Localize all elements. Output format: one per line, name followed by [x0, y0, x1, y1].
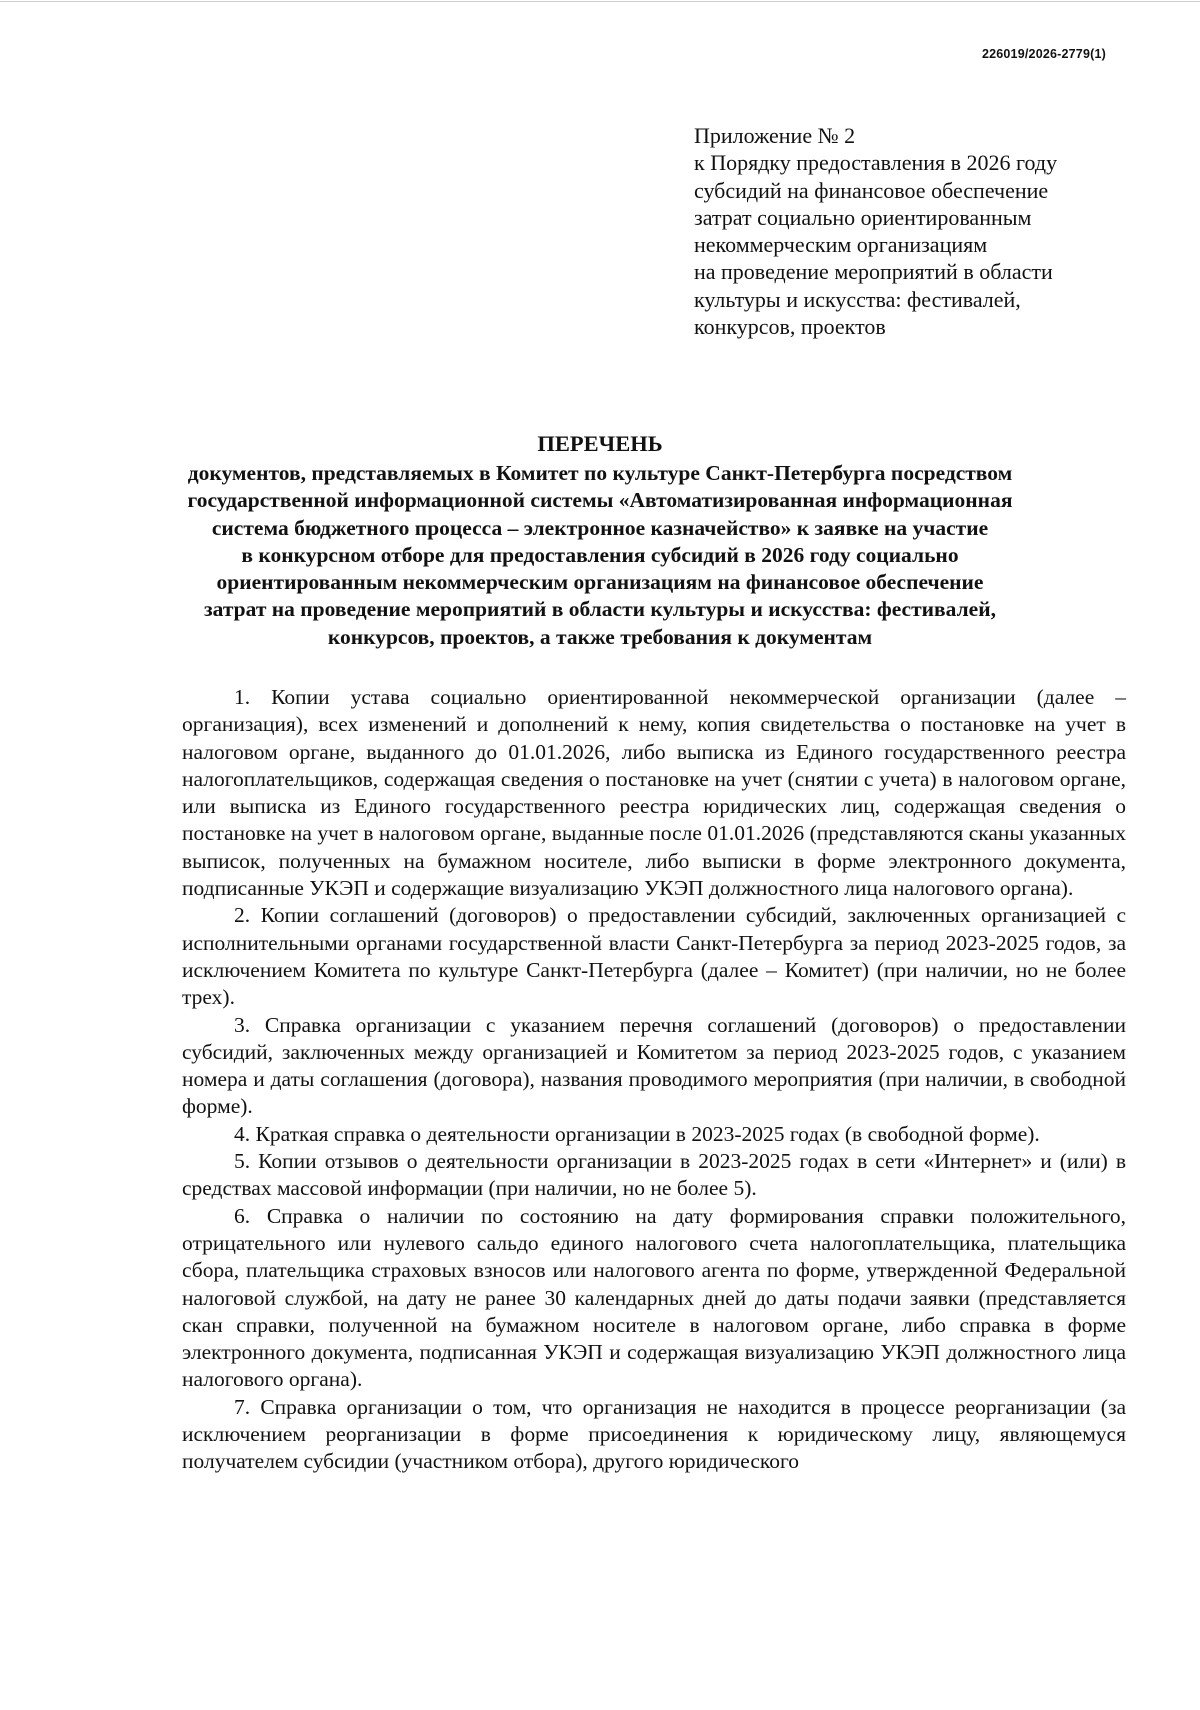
subtitle-line: система бюджетного процесса – электронное казначейство» к заявке на участие: [211, 515, 989, 540]
list-item-2: 2. Копии соглашений (договоров) о предоставлении субсидий, заключенных организацией с исполнительными органами государственной власти Санкт-Петербурга за период 2023-2025 годов, за исключением Комитета по культуре Санкт-Петербурга (далее – Комитет) (при наличии, но не более трех).: [182, 903, 1126, 1010]
appendix-line: конкурсов, проектов: [694, 314, 886, 340]
list-item-4: 4. Краткая справка о деятельности организации в 2023-2025 годах (в свободной форме).: [234, 1121, 1040, 1146]
appendix-line: некоммерческим организациям: [694, 232, 988, 258]
subtitle-line: затрат на проведение мероприятий в области культуры и искусства: фестивалей,: [204, 597, 996, 622]
document-body: [182, 684, 1126, 1476]
appendix-line: на проведение мероприятий в области: [694, 259, 1053, 285]
document-title: ПЕРЕЧЕНЬ: [537, 431, 663, 456]
appendix-line: субсидий на финансовое обеспечение: [694, 177, 1049, 203]
appendix-line: Приложение № 2: [694, 123, 856, 148]
document-subtitle: [150, 460, 1050, 651]
list-item-7: 7. Справка организации о том, что организация не находится в процессе реорганизации (за исключением реорганизации в форме присоединения к юридическому лицу, являющемуся получателем субсидии (участником отбора), другого юридического: [182, 1394, 1126, 1474]
subtitle-line: документов, представляемых в Комитет по культуре Санкт-Петербурга посредством: [187, 461, 1013, 485]
list-item-3: 3. Справка организации с указанием перечня соглашений (договоров) о предоставлении субсидий, заключенных между организацией и Комитетом за период 2023-2025 годов, с указанием номера и даты соглашения (договора), названия проводимого мероприятия (при наличии, в свободной форме).: [182, 1012, 1126, 1119]
subtitle-line: ориентированным некоммерческим организациям на финансовое обеспечение: [216, 570, 984, 595]
subtitle-line: в конкурсном отборе для предоставления субсидий в 2026 году социально: [241, 542, 959, 567]
top-border-line: [0, 1, 1200, 2]
appendix-line: затрат социально ориентированным: [694, 204, 1032, 230]
subtitle-line: государственной информационной системы «Автоматизированная информационная: [187, 488, 1013, 513]
appendix-line: культуры и искусства: фестивалей,: [694, 286, 1021, 312]
list-item-1: 1. Копии устава социально ориентированной некоммерческой организации (далее – организация), всех изменений и дополнений к нему, копия свидетельства о постановке на учет в налоговом органе, выданного до 01.01.2026, либо выписка из Единого государственного реестра налогоплательщиков, содержащая сведения о постановке на учет (снятии с учета) в налоговом органе, или выписка из Единого государственного реестра юридических лиц, содержащая сведения о постановке на учет в налоговом органе, выданные после 01.01.2026 (представляются сканы указанных выписок, полученных на бумажном носителе, либо выписки в форме электронного документа, подписанные УКЭП и содержащие визуализацию УКЭП должностного лица налогового органа).: [182, 685, 1126, 901]
appendix-line: к Порядку предоставления в 2026 году: [694, 150, 1058, 176]
subtitle-line: конкурсов, проектов, а также требования к документам: [327, 624, 873, 649]
appendix-header: [694, 122, 1134, 340]
list-item-6: 6. Справка о наличии по состоянию на дату формирования справки положительного, отрицательного или нулевого сальдо единого налогового счета налогоплательщика, плательщика сбора, плательщика страховых взносов или налогового агента по форме, утвержденной Федеральной налоговой службой, на дату не ранее 30 календарных дней до даты подачи заявки (представляется скан справки, полученной на бумажном носителе в налоговом органе, либо справка в форме электронного документа, подписанная УКЭП и содержащая визуализацию УКЭП должностного лица налогового органа).: [182, 1203, 1126, 1392]
document-number: 226019/2026-2779(1): [981, 47, 1106, 61]
list-item-5: 5. Копии отзывов о деятельности организации в 2023-2025 годах в сети «Интернет» и (или) в средствах массовой информации (при наличии, но не более 5).: [182, 1149, 1126, 1201]
